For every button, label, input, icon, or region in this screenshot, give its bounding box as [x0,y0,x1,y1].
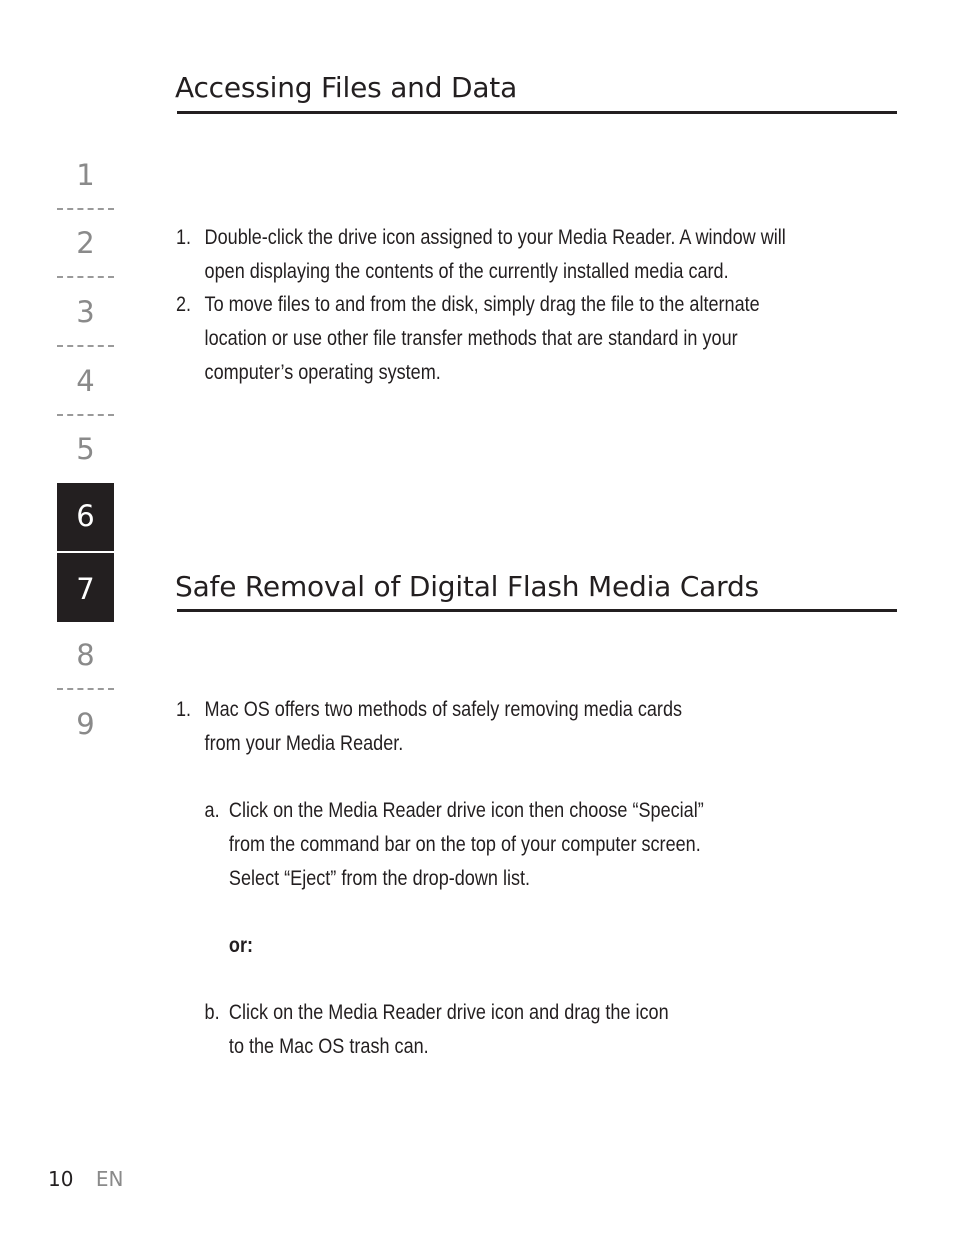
chapter-tab-9[interactable] [57,707,114,750]
section-heading-safe-removal: Safe Removal of Digital Flash Media Cards [175,570,759,603]
list-marker: b. [204,1000,220,1025]
list-marker: 1. [176,225,192,249]
step-text-line: location or use other file transfer methods that are standard in your [204,326,738,351]
tab-divider [57,208,114,210]
page-number: 10 [48,1167,74,1191]
list-marker: 2. [176,292,192,317]
chapter-tab-3[interactable] [57,295,114,346]
list-item [176,288,786,389]
step-text-line: To move files to and from the disk, simply drag the file to the alternate [204,292,760,317]
chapter-tab-6[interactable] [57,483,114,551]
step-text-line: Click on the Media Reader drive icon then choose “Special” [228,798,704,823]
or-label: or: [228,932,254,957]
tab-divider [57,414,114,416]
step-text-line: Select “Eject” from the drop-down list. [228,865,531,890]
tab-divider [57,276,114,278]
step-text-line: to the Mac OS trash can. [228,1033,429,1058]
list-marker: 1. [176,697,192,721]
step-text-line: Mac OS offers two methods of safely removing media cards [204,697,683,721]
option-b [205,996,704,1063]
step-text-line: Click on the Media Reader drive icon and drag the icon [228,1000,669,1025]
chapter-tab-7[interactable] [57,553,114,622]
chapter-tab-label: 8 [76,638,95,672]
chapter-tab-label: 7 [76,572,95,606]
step-text-line: Double-click the drive icon assigned to your Media Reader. A window will [204,225,786,249]
chapter-tab-2[interactable] [57,226,114,277]
chapter-tab-1[interactable] [57,158,114,209]
page-footer [48,1169,123,1189]
section-heading-accessing-files: Accessing Files and Data [175,71,518,104]
steps-list-safe-removal [176,693,704,1064]
chapter-tab-4[interactable] [57,364,114,415]
chapter-tab-label: 1 [76,158,95,192]
chapter-tab-5[interactable] [57,432,114,483]
language-code: EN [95,1167,124,1191]
chapter-tab-label: 9 [76,707,95,741]
chapter-tab-label: 3 [76,295,95,329]
steps-list-accessing-files [176,221,786,390]
option-a [205,794,704,895]
list-item [176,693,704,1064]
step-text-line: from your Media Reader. [204,730,404,755]
step-text-line: open displaying the contents of the currently installed media card. [204,258,729,283]
chapter-tab-label: 6 [76,499,95,533]
list-marker: a. [204,798,220,823]
tab-divider [57,345,114,347]
chapter-tab-label: 2 [76,226,95,260]
chapter-tab-label: 5 [76,432,95,466]
step-text-line: from the command bar on the top of your computer screen. [228,831,701,856]
heading-rule [177,111,897,114]
step-text-line: computer’s operating system. [204,359,441,384]
chapter-tab-8[interactable] [57,638,114,689]
heading-rule [177,609,897,612]
list-item [176,221,786,288]
tab-divider [57,688,114,690]
chapter-tab-label: 4 [76,364,95,398]
